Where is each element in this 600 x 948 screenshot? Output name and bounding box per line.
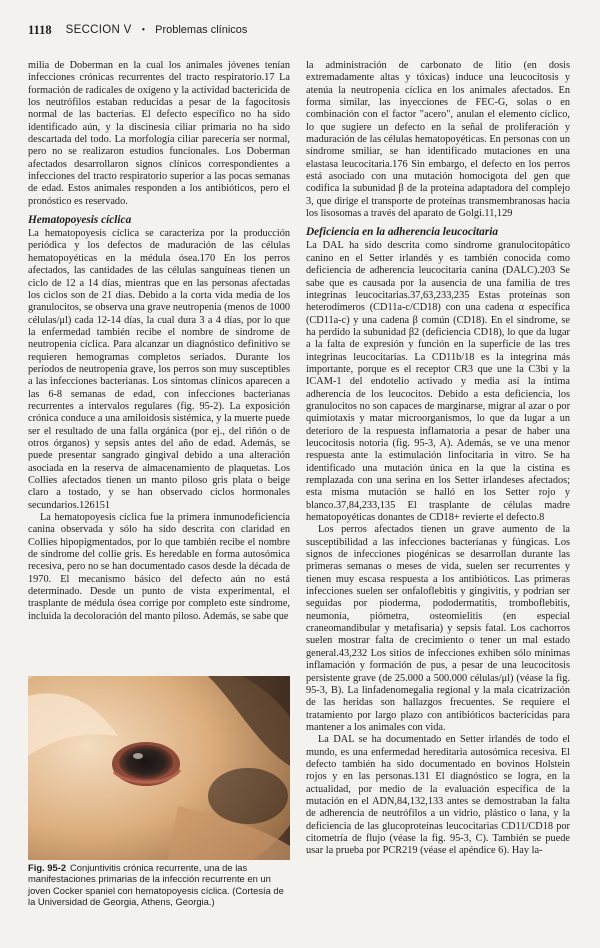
figure-95-2-photo (28, 676, 290, 860)
paragraph-cyclic-intro: La hematopoyesis cíclica se caracteriza por la producción periódica y los defectos de maduración de las células hematopoyéticas en la médula ósea.170 En los perros afectados, las cantidades de las células sanguíneas tienen un ciclo de 12 a 14 días, mientras que en las personas afectadas los ciclos son de 21 días. Debido a la corta vida media de los granulocitos, se observa una grave neutropenia (menos de 1000 células/μl) cada 12-14 días, la cual dura 3 a 4 días, por lo que la enfermedad también recibe el nombre de síndrome de neutropenia cíclica. Para alcanzar un diagnóstico definitivo se requieren hemogramas completos seriados. Durante los períodos de neutropenia grave, los perros son muy susceptibles a las infecciones bacterianas. Los síntomas clínicos aparecen a las 6-8 semanas de edad, con infecciones bacterianas recurrentes a intervalos regulares (fig. 95-2). La exposición crónica conduce a una amiloidosis sistémica, y la muerte puede ser el resultado de una falla orgánica (por ej., del riñón o de otros órganos) y sepsis antes del año de edad. Además, se puede presentar sangrado gingival debido a una alteración asociada en la reserva de almacenamiento de plaquetas. Los Collies afectados tienen un manto piloso gris plata o beige claro a tostado, y se han observado ciclos hormonales secundarios.126151 (28, 228, 290, 511)
heading-hematopoyesis-ciclica: Hematopoyesis cíclica (28, 214, 132, 227)
cocker-spaniel-eye-photo (28, 676, 290, 860)
part-title: Problemas clínicos (155, 24, 248, 36)
header-bullet: • (141, 24, 146, 36)
right-column (306, 60, 570, 858)
page-number: 1118 (28, 22, 52, 37)
paragraph-lithium: la administración de carbonato de litio (en dosis extremadamente altas y tóxicas) induce una leucocitosis y atenúa la neutropenia cíclica en los animales afectados. En forma similar, las inyecciones de FEC-G, solas o en combinación con el factor "acero", anulan el elemento cíclico, lo que sugiere un defecto en la señal de proliferación y maduración de las células hematopoyéticas. En personas con un síndrome smiliar, se han identificado mutaciones en una elastasa leucocitaria.176 Sin embargo, el defecto en los perros está asociado con una mutación homocigota del gen que codifica la subunidad β de la proteína adaptadora del complejo 3, que dirige el transporte de proteínas transmembranosas hacia los lisosomas a través del aparato de Golgi.11,129 (306, 60, 570, 220)
figure-caption (28, 862, 290, 907)
figure-caption-text: Conjuntivitis crónica recurrente, una de las manifestaciones primarias de la infección recurrente en un joven Cocker spaniel con hematopoyesis cíclica. (Cortesía de la Universidad de Georgia, Athens, Georgia.) (28, 862, 284, 907)
paragraph-dal-intro: La DAL ha sido descrita como síndrome granulocitopático canino en el Setter irlandés y es también conocida como deficiencia de adherencia leucocitaria canina (DALC).203 Se sabe que es causada por la ausencia de una familia de tres integrinas leucocitarias.37,63,233,235 Estas proteínas son heterodímeros (CD11a-c/CD18) con una cadena α específica (CD11a-c) y una cadena β común (CD18). En el síndrome, se ha perdido la subunidad β2 (deficiencia CD18), lo que da lugar a la falta de expresión y función en la superficie de las tres integrinas leucocitarias. La CD11b/18 es la integrina más importante, porque es el receptor CR3 que une la C3bi y la ICAM-1 del endotelio activado y media así la íntima adherencia de los leucocitos. Debido a esta deficiencia, los granulocitos no son capaces de marginarse, migrar al azar o por quimiotaxis y matar microorganismos, lo que da lugar a un deterioro de la respuesta inflamatoria a pesar de haber una leucocitosis notoria (fig. 95-3, A). Además, se ve una menor respuesta ante la estimulación linfocitaria in vitro. Se ha identificado una mutación única en la que la cistina es remplazada con una serina en los Setter irlandeses afectados; esta misma mutación se halló en los Setter rojo y blanco.37,84,233,135 El trasplante de células madre hematopoyéticas donantes de CD18+ revierte el defecto.8 (306, 240, 570, 524)
paragraph-doberman: milia de Doberman en la cual los animales jóvenes tenían infecciones crónicas recurrentes del tracto respiratorio.17 La formación de radicales de oxígeno y la actividad bactericida de los neutrófilos estaban reducidas a pesar de la fagocitosis normal de las bacterias. El defecto específico no ha sido identificado aún, y la discinesia ciliar primaria no ha sido descartada del todo. La morfología ciliar parecería ser normal, pero no se realizaron estudios funcionales. Los Doberman afectados desarrollaron signos clínicos correspondientes a infecciones del tracto respiratorio superior a las pocas semanas de edad. Estos animales responden a los antibióticos, pero el pronóstico es reservado. (28, 60, 290, 207)
section-label: SECCION V (65, 24, 132, 36)
paragraph-dal-susceptibility: Los perros afectados tienen un grave aumento de la susceptibilidad a las infecciones bacterianas y fúngicas. Los signos de infecciones piogénicas se desarrollan durante las primeras semanas o meses de vida, suelen ser recurrentes y tienen muy escasa respuesta a los antibióticos. Las primeras infecciones suelen ser onfaloflebitis y gingivitis, y podrían ser seguidas por pioderma, pododermatitis, tromboflebitis, neumonía, piómetra, osteomielitis (en especial craneomandibular y metafisaria) y sepsis fatal. Los cachorros suelen mostrar falta de crecimiento o tener un mal estado general.43,232 Los sitios de infecciones exhiben sólo mínimas inflamación y formación de pus, a pesar de una leucocitosis persistente grave (de 25.000 a 500.000 células/μl) (véase la fig. 95-3, B). La linfadenomegalia regional y la mala cicatrización de las heridas son hallazgos frecuentes. Se requiere el tratamiento por largo plazo con antibióticos bactericidas para mantener a los animales con vida. (306, 524, 570, 733)
page-header (28, 20, 572, 40)
figure-label: Fig. 95-2 (28, 862, 67, 873)
paragraph-cyclic-collies: La hematopoyesis cíclica fue la primera inmunodeficiencia canina observada y sólo ha sido descrita con claridad en Collies hipopigmentados, por lo que también recibe el nombre de síndrome del collie gris. Es heredable en forma autosómica recesiva, pero no se han documentado casos desde la década de 1970. El mecanismo básico del defecto aún no está determinado. Desde un punto de vista experimental, el trasplante de médula ósea corrige por completo este síndrome, incluida la decoloración del manto piloso. Además, se sabe que (28, 512, 290, 622)
left-column (28, 60, 290, 623)
heading-dal: Deficiencia en la adherencia leucocitaria (306, 226, 499, 239)
paragraph-dal-diagnosis: La DAL se ha documentado en Setter irlandés de todo el mundo, es una enfermedad hereditaria autosómica recesiva. El defecto también ha sido documentado en bovinos Holstein rojos y en las personas.131 El diagnóstico se logra, en la actualidad, por medio de la evaluación específica de la mutación en el ADN,84,132,133 antes se demostraban la falta de adherencia de neutrófilos a un vidrio, plástico o lana, y la deficiencia de las glucoproteínas leucocitarias CD11/CD18 por citometría de flujo (véase la fig. 95-3, C). También se puede usar la prueba por PCR219 (véase el apéndice 6). Hay la- (306, 734, 570, 857)
